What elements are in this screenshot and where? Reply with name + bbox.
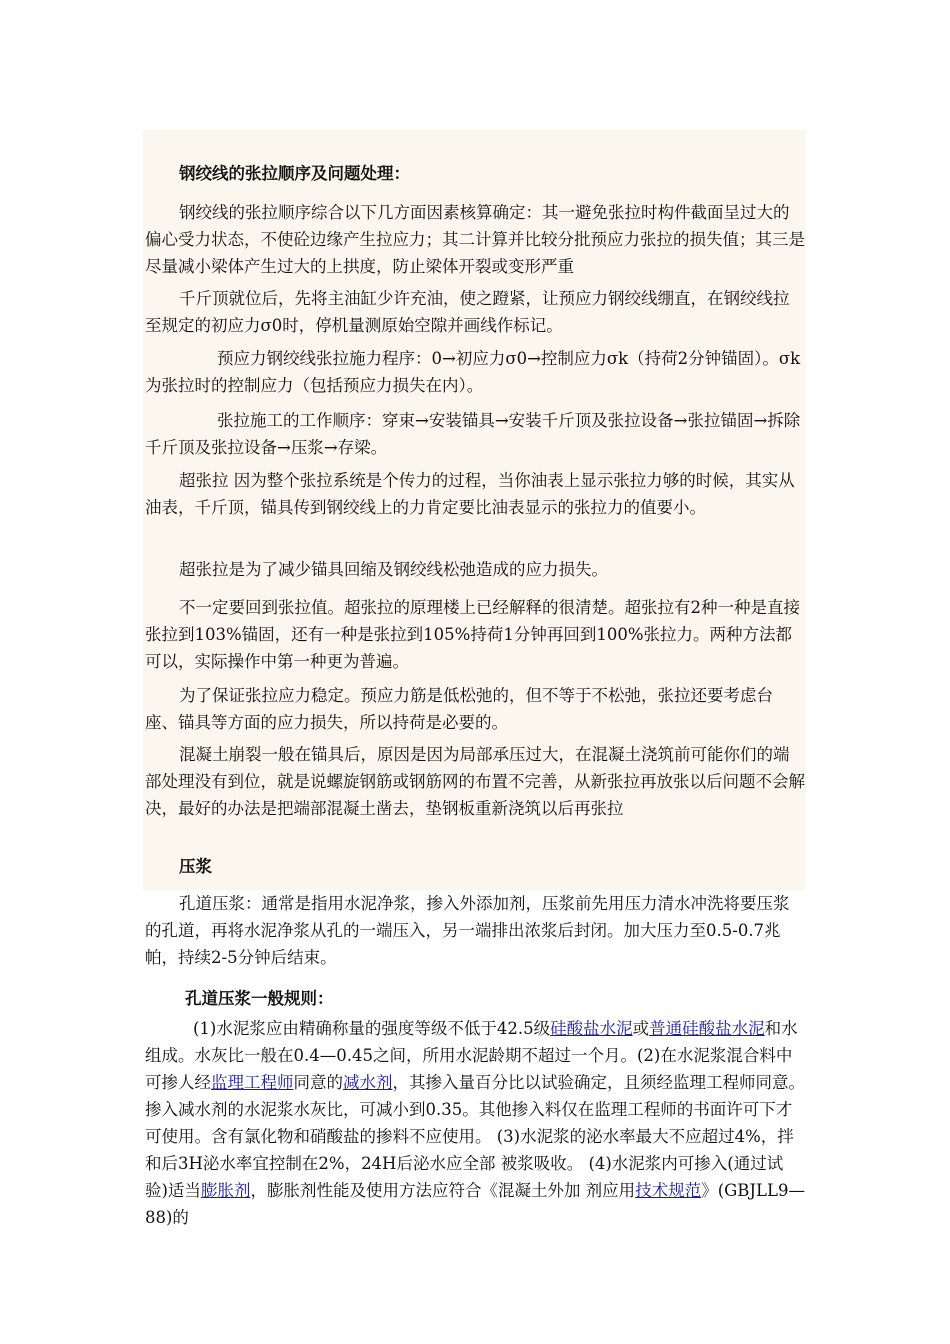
- link-technical-spec[interactable]: 技术规范: [635, 1181, 702, 1200]
- link-expansion-agent[interactable]: 膨胀剂: [200, 1181, 251, 1200]
- section-title: 钢绞线的张拉顺序及问题处理：: [179, 164, 410, 183]
- section-grouting: [145, 853, 805, 880]
- paragraph: 钢绞线的张拉顺序综合以下几方面因素核算确定：其一避免张拉时构件截面呈过大的偏心受力状态，不使砼边缘产生拉应力；其二计算并比较分批预应力张拉的损失值；其三是尽量减小梁体产生过大的上拱度，防止梁体开裂或变形严重: [145, 203, 805, 276]
- section-grouting-rules: [145, 985, 805, 1012]
- paragraph: 超张拉 因为整个张拉系统是个传力的过程，当你油表上显示张拉力够的时候，其实从油表，千斤顶，锚具传到钢绞线上的力肯定要比油表显示的张拉力的值要小。: [145, 471, 795, 517]
- paragraph: 千斤顶就位后，先将主油缸少许充油，使之蹬紧，让预应力钢绞线绷直，在钢绞线拉至规定的初应力σ0时，停机量测原始空隙并画线作标记。: [145, 289, 790, 335]
- section-title: 孔道压浆一般规则：: [185, 989, 334, 1008]
- paragraph: 预应力钢绞线张拉施力程序：0→初应力σ0→控制应力σk（持荷2分钟锚固）。σk为张拉时的控制应力（包括预应力损失在内）。: [145, 349, 801, 395]
- section-tensioning: [145, 160, 805, 187]
- section-title: 压浆: [179, 857, 212, 876]
- paragraph: 超张拉是为了减少锚具回缩及钢绞线松弛造成的应力损失。: [179, 560, 608, 579]
- paragraph: 混凝土崩裂一般在锚具后，原因是因为局部承压过大，在混凝土浇筑前可能你们的端部处理没有到位，就是说螺旋钢筋或钢筋网的布置不完善，从新张拉再放张以后问题不会解决，最好的办法是把端部混凝土凿去，垫钢板重新浇筑以后再张拉: [145, 745, 805, 818]
- paragraph-rules: (1)水泥浆应由精确称量的强度等级不低于42.5级硅酸盐水泥或普通硅酸盐水泥和水组成。水灰比一般在0.4—0.45之间，所用水泥龄期不超过一个月。(2)在水泥浆混合料中可掺人经监理工程师同意的减水剂，其掺入量百分比以试验确定，且须经监理工程师同意。掺入减水剂的水泥浆水灰比，可减小到0.35。其他掺入料仅在监理工程师的书面许可下才可使用。含有氯化物和硝酸盐的掺料不应使用。 (3)水泥浆的泌水率最大不应超过4%，拌和后3H泌水率宜控制在2%，24H后泌水应全部 被浆吸收。 (4)水泥浆内可掺入(通过试验)适当膨胀剂，膨胀剂性能及使用方法应符合《混凝土外加 剂应用技术规范》(GBJLL9—88)的: [145, 1019, 805, 1227]
- link-portland-cement[interactable]: 硅酸盐水泥: [550, 1019, 633, 1038]
- paragraph: 为了保证张拉应力稳定。预应力筋是低松弛的，但不等于不松弛，张拉还要考虑台座、锚具等方面的应力损失，所以持荷是必要的。: [145, 686, 773, 732]
- paragraph: 孔道压浆：通常是指用水泥净浆，掺入外添加剂，压浆前先用压力清水冲洗将要压浆的孔道，再将水泥净浆从孔的一端压入，另一端排出浓浆后封闭。加大压力至0.5-0.7兆帕，持续2-5分钟后结束。: [145, 894, 790, 967]
- link-supervising-engineer[interactable]: 监理工程师: [211, 1073, 294, 1092]
- paragraph: 张拉施工的工作顺序：穿束→安装锚具→安装千斤顶及张拉设备→张拉锚固→拆除千斤顶及张拉设备→压浆→存梁。: [145, 411, 801, 457]
- link-water-reducer[interactable]: 减水剂: [343, 1073, 393, 1092]
- paragraph: 不一定要回到张拉值。超张拉的原理楼上已经解释的很清楚。超张拉有2种一种是直接张拉到103%锚固，还有一种是张拉到105%持荷1分钟再回到100%张拉力。两种方法都可以，实际操作中第一种更为普遍。: [145, 598, 800, 671]
- link-ordinary-portland-cement[interactable]: 普通硅酸盐水泥: [649, 1019, 765, 1038]
